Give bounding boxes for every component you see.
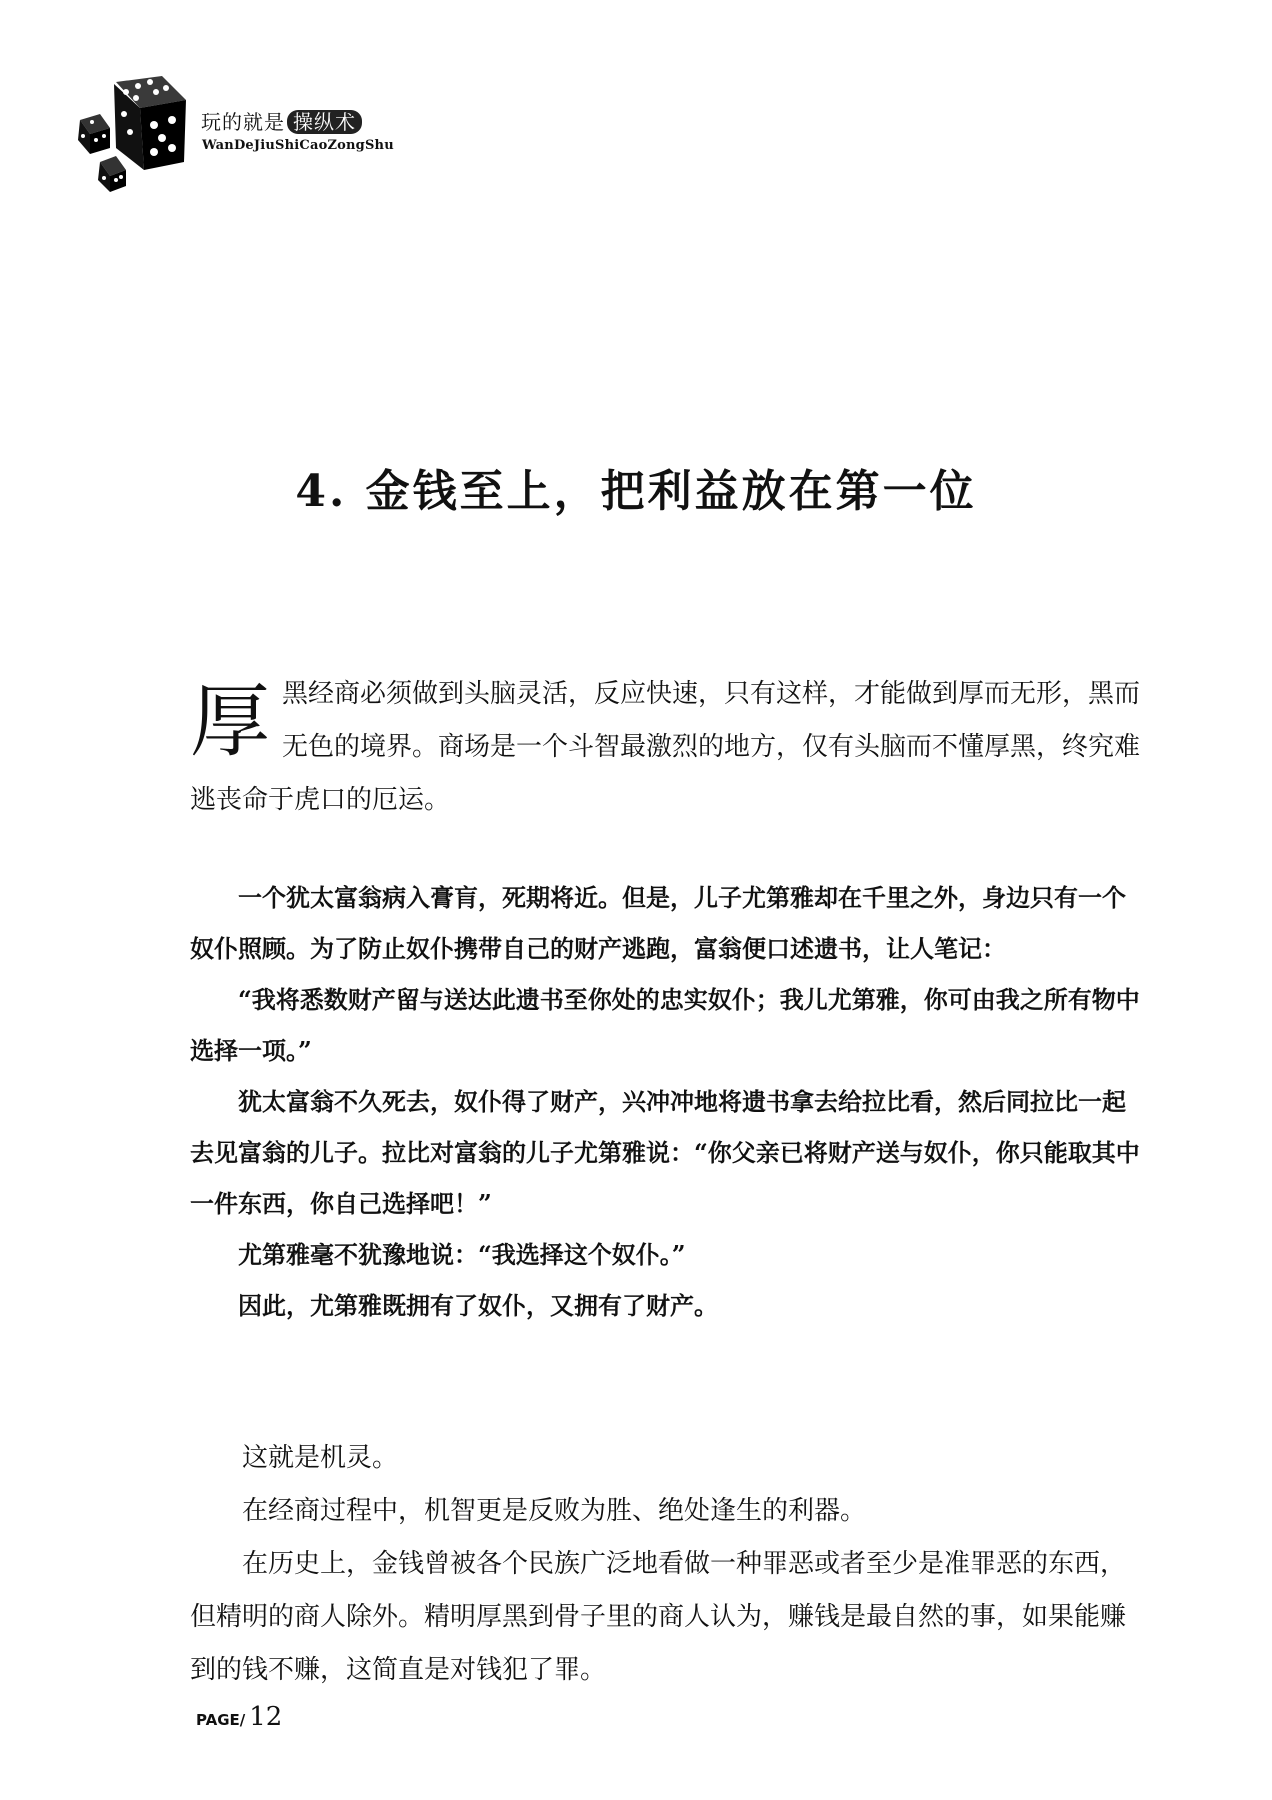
book-header xyxy=(74,70,494,200)
book-series-subtitle: WanDeJiuShiCaoZongShu xyxy=(202,138,394,153)
story-paragraph: “我将悉数财产留与送达此遗书至你处的忠实奴仆；我儿尤第雅，你可由我之所有物中选择一项。” xyxy=(190,985,1140,1065)
drop-cap: 厚 xyxy=(190,675,270,768)
story-paragraph: 犹太富翁不久死去，奴仆得了财产，兴冲冲地将遗书拿去给拉比看，然后同拉比一起去见富翁的儿子。拉比对富翁的儿子尤第雅说：“你父亲已将财产送与奴仆，你只能取其中一件东西，你自己选择吧！” xyxy=(190,1087,1140,1218)
story-paragraph: 因此，尤第雅既拥有了奴仆，又拥有了财产。 xyxy=(238,1291,718,1320)
page-number-value: 12 xyxy=(249,1702,283,1732)
intro-paragraph xyxy=(190,668,1140,827)
chapter-title: 4. 金钱至上，把利益放在第一位 xyxy=(295,466,977,517)
dice-logo-icon xyxy=(74,70,204,200)
page-label: PAGE/ xyxy=(196,1711,246,1729)
story-paragraph: 一个犹太富翁病入膏肓，死期将近。但是，儿子尤第雅却在千里之外，身边只有一个奴仆照顾。为了防止奴仆携带自己的财产逃跑，富翁便口述遗书，让人笔记： xyxy=(190,883,1126,963)
intro-text: 黑经商必须做到头脑灵活，反应快速，只有这样，才能做到厚而无形，黑而无色的境界。商场是一个斗智最激烈的地方，仅有头脑而不懂厚黑，终究难逃丧命于虎口的厄运。 xyxy=(190,679,1141,815)
story-section xyxy=(190,872,1140,1331)
book-series-title-highlight: 操纵术 xyxy=(287,110,362,134)
closing-section xyxy=(190,1432,1140,1697)
book-series-title xyxy=(201,106,362,135)
book-series-title-prefix: 玩的就是 xyxy=(201,110,285,134)
closing-paragraph: 在经商过程中，机智更是反败为胜、绝处逢生的利器。 xyxy=(242,1496,867,1526)
page-number xyxy=(196,1702,282,1732)
story-paragraph: 尤第雅毫不犹豫地说：“我选择这个奴仆。” xyxy=(238,1240,686,1269)
closing-paragraph: 在历史上，金钱曾被各个民族广泛地看做一种罪恶或者至少是准罪恶的东西，但精明的商人除外。精明厚黑到骨子里的商人认为，赚钱是最自然的事，如果能赚到的钱不赚，这简直是对钱犯了罪。 xyxy=(190,1549,1127,1685)
closing-paragraph: 这就是机灵。 xyxy=(242,1443,399,1473)
